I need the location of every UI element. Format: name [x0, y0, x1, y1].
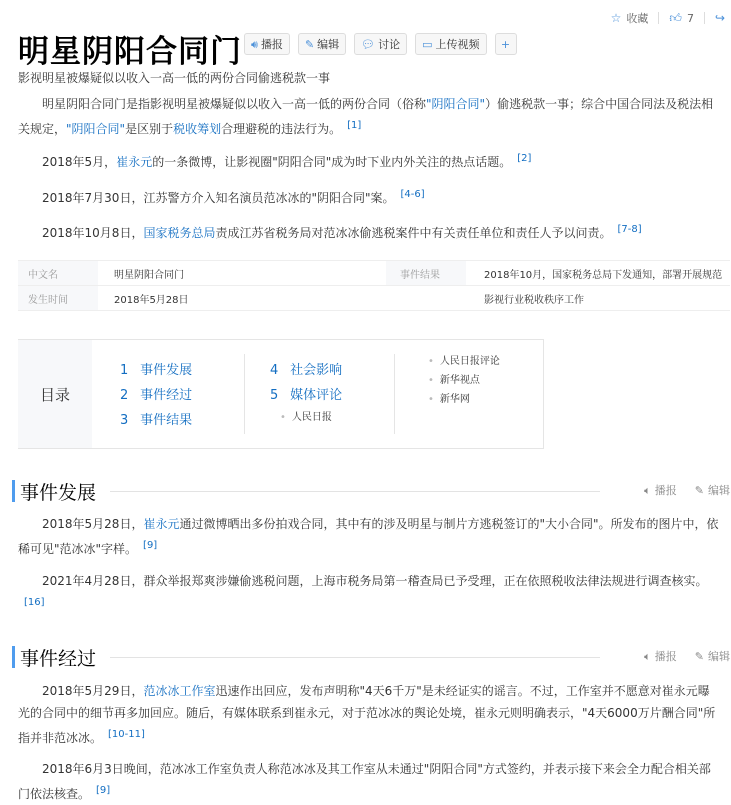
- section-listen-button[interactable]: [644, 482, 677, 498]
- text: 2018年6月3日晚间，范冰冰工作室负责人称范冰冰及其工作室从未通过"阴阳合同"方式签约，并表示接下来会全力配合相关部门依法核查。: [18, 762, 711, 801]
- title-tools: [244, 33, 517, 55]
- toc-subtext: 人民日报: [291, 412, 332, 423]
- upload-video-label: 上传视频: [435, 38, 480, 51]
- toc-item[interactable]: [120, 408, 192, 433]
- divider: [658, 12, 659, 24]
- link-cui-yongyuan[interactable]: 崔永元: [143, 517, 180, 531]
- text: 通过微博晒出多份拍戏合同，其中有的涉及明星与制片方逃税签订的"大小合同"。所发布的图片中，依稀可见"范冰冰"字样。: [18, 517, 719, 556]
- section-accent-bar: [12, 480, 15, 502]
- link-tax-planning[interactable]: 税收筹划: [173, 122, 222, 136]
- summary-paragraph: [18, 184, 721, 209]
- summary-paragraph: [18, 148, 721, 173]
- toc-item[interactable]: [270, 383, 342, 408]
- speaker-icon: 🔈︎: [644, 650, 651, 663]
- pencil-icon: ✎: [304, 37, 315, 51]
- section-actions: [644, 482, 730, 498]
- bullet-icon: •: [428, 356, 434, 367]
- edit-label: 编辑: [708, 650, 730, 663]
- toc-num: 2: [120, 388, 129, 403]
- section-accent-bar: [12, 646, 15, 668]
- link-yinyang-contract-2[interactable]: "阴阳合同": [66, 122, 126, 136]
- section-divider: [110, 491, 600, 492]
- toc-text: 事件经过: [140, 388, 193, 403]
- toc-subitem[interactable]: [428, 390, 500, 409]
- section-listen-button[interactable]: [644, 648, 677, 664]
- info-row: [18, 260, 730, 286]
- text: 2021年4月28日，群众举报郑爽涉嫌偷逃税问题，上海市税务局第一稽查局已予受理，正在依照税收法律法规进行调查核实。: [42, 574, 708, 588]
- reference[interactable]: [4-6]: [400, 189, 425, 200]
- upload-video-button[interactable]: [415, 33, 486, 55]
- toc-text: 事件发展: [140, 363, 193, 378]
- share-icon: ↪: [714, 11, 725, 25]
- discuss-label: 讨论: [378, 38, 401, 51]
- info-key-empty: [386, 286, 466, 310]
- pencil-icon: ✎: [694, 484, 704, 497]
- listen-label: 播报: [260, 38, 283, 51]
- info-value: 2018年5月28日: [114, 294, 189, 306]
- text: 迅速作出回应，发布声明称"4天6千万"是未经证实的谣言。不过，工作室并不愿意对崔永元曝光的合同中的细节再多加回应。随后，有媒体联系到崔永元，对于范冰冰的舆论处境，崔永元则明确表示，"4天6000万片酬合同"所指并非范冰冰。: [18, 684, 716, 745]
- info-key: 中文名: [18, 261, 98, 285]
- divider: [704, 12, 705, 24]
- link-cui-yongyuan[interactable]: 崔永元: [116, 155, 153, 169]
- star-icon: ☆: [610, 11, 622, 25]
- toc-column: [120, 358, 192, 433]
- toc-item[interactable]: [270, 358, 342, 383]
- bullet-icon: •: [428, 394, 434, 405]
- reference[interactable]: [9]: [143, 540, 158, 551]
- info-key: 事件结果: [386, 261, 466, 285]
- toc-subitem[interactable]: [428, 352, 500, 371]
- text: 2018年5月28日，: [42, 517, 144, 531]
- toc-subtext: 人民日报评论: [439, 356, 500, 367]
- section-header-development: [12, 478, 730, 504]
- section-title: 事件发展: [20, 482, 97, 504]
- text: 的一条微博，让影视圈"阴阳合同"成为时下业内外关注的热点话题。: [152, 155, 512, 169]
- text: 2018年5月29日，: [42, 684, 144, 698]
- toc-item[interactable]: [120, 358, 192, 383]
- section-edit-button[interactable]: [695, 482, 730, 498]
- toc-column: [428, 352, 500, 409]
- reference[interactable]: [2]: [517, 153, 532, 164]
- toc-divider: [394, 354, 395, 434]
- speaker-icon: 🔈︎: [644, 484, 651, 497]
- like-button[interactable]: [669, 12, 694, 25]
- like-count: 7: [686, 11, 694, 25]
- toc-text: 社会影响: [290, 363, 343, 378]
- edit-label: 编辑: [708, 484, 730, 497]
- section-edit-button[interactable]: [695, 648, 730, 664]
- toc-subtext: 新华视点: [439, 375, 480, 386]
- link-yinyang-contract[interactable]: "阴阳合同": [426, 97, 486, 111]
- toc-item[interactable]: [120, 383, 192, 408]
- table-of-contents: [18, 339, 544, 449]
- bullet-icon: •: [280, 412, 286, 423]
- summary-paragraph: [18, 219, 721, 244]
- listen-label: 播报: [654, 484, 677, 497]
- basic-info-table: [18, 260, 730, 311]
- text: 合理避税的违法行为。: [221, 122, 342, 136]
- section-paragraph: [18, 680, 721, 749]
- section-paragraph: [18, 570, 721, 617]
- collect-button[interactable]: [611, 10, 649, 26]
- toc-subitem[interactable]: [270, 408, 342, 427]
- subtitle: 影视明星被爆疑似以收入一高一低的两份合同偷逃税款一事: [18, 71, 331, 85]
- info-value: 2018年10月，国家税务总局下发通知，部署开展规范: [484, 269, 723, 281]
- text: 2018年10月8日，: [42, 226, 144, 240]
- reference[interactable]: [16]: [24, 597, 45, 608]
- toc-num: 5: [270, 388, 279, 403]
- toc-divider: [244, 354, 245, 434]
- summary-paragraph: [18, 93, 721, 140]
- link-fan-bingbing-studio[interactable]: 范冰冰工作室: [143, 684, 216, 698]
- text: 明星阴阳合同门是指影视明星被爆疑似以收入一高一低的两份合同（俗称: [42, 97, 427, 111]
- text: ）偷逃税款一事；综合中国合同法及税法相关规定，: [18, 97, 714, 136]
- chat-bubble-icon: 💬︎: [361, 37, 376, 51]
- section-paragraph: [18, 513, 721, 560]
- edit-label: 编辑: [317, 38, 340, 51]
- toc-num: 3: [120, 413, 129, 428]
- section-header-process: [12, 644, 730, 670]
- toc-subtext: 新华网: [439, 394, 470, 405]
- bullet-icon: •: [428, 375, 434, 386]
- toc-text: 媒体评论: [290, 388, 343, 403]
- text: 是区别于: [125, 122, 174, 136]
- edit-button[interactable]: [298, 33, 346, 55]
- reference[interactable]: [7-8]: [617, 224, 642, 235]
- thumbs-up-icon: 👍︎: [669, 11, 682, 25]
- page-title: 明星阴阳合同门: [18, 34, 242, 70]
- toc-column: [270, 358, 342, 427]
- listen-label: 播报: [654, 650, 677, 663]
- add-button[interactable]: [495, 33, 517, 55]
- link-state-taxation[interactable]: 国家税务总局: [143, 226, 216, 240]
- text: 2018年5月，: [42, 155, 117, 169]
- plus-icon: +: [500, 37, 511, 51]
- video-icon: ▭: [422, 37, 433, 51]
- toc-subitem[interactable]: [428, 371, 500, 390]
- text: 责成江苏省税务局对范冰冰偷逃税案件中有关责任单位和责任人予以问责。: [215, 226, 612, 240]
- toc-text: 事件结果: [140, 413, 193, 428]
- top-actions: [611, 10, 725, 26]
- listen-button[interactable]: [244, 33, 290, 55]
- speaker-icon: 🔊︎: [251, 37, 258, 51]
- section-divider: [110, 657, 600, 658]
- reference[interactable]: [10-11]: [108, 729, 145, 740]
- toc-num: 4: [270, 363, 279, 378]
- text: 2018年7月30日，江苏警方介入知名演员范冰冰的"阴阳合同"案。: [42, 191, 395, 205]
- reference[interactable]: [9]: [96, 785, 111, 796]
- toc-label: 目录: [18, 340, 92, 448]
- info-key: 发生时间: [18, 286, 98, 310]
- toc-num: 1: [120, 363, 129, 378]
- share-button[interactable]: [715, 12, 725, 24]
- info-value: 影视行业税收秩序工作: [484, 294, 584, 306]
- discuss-button[interactable]: [354, 33, 407, 55]
- section-title: 事件经过: [20, 648, 97, 670]
- collect-label: 收藏: [626, 12, 649, 25]
- section-actions: [644, 648, 730, 664]
- info-row: [18, 286, 730, 311]
- info-value: 明星阴阳合同门: [114, 269, 184, 281]
- pencil-icon: ✎: [694, 650, 704, 663]
- reference[interactable]: [1]: [347, 120, 362, 131]
